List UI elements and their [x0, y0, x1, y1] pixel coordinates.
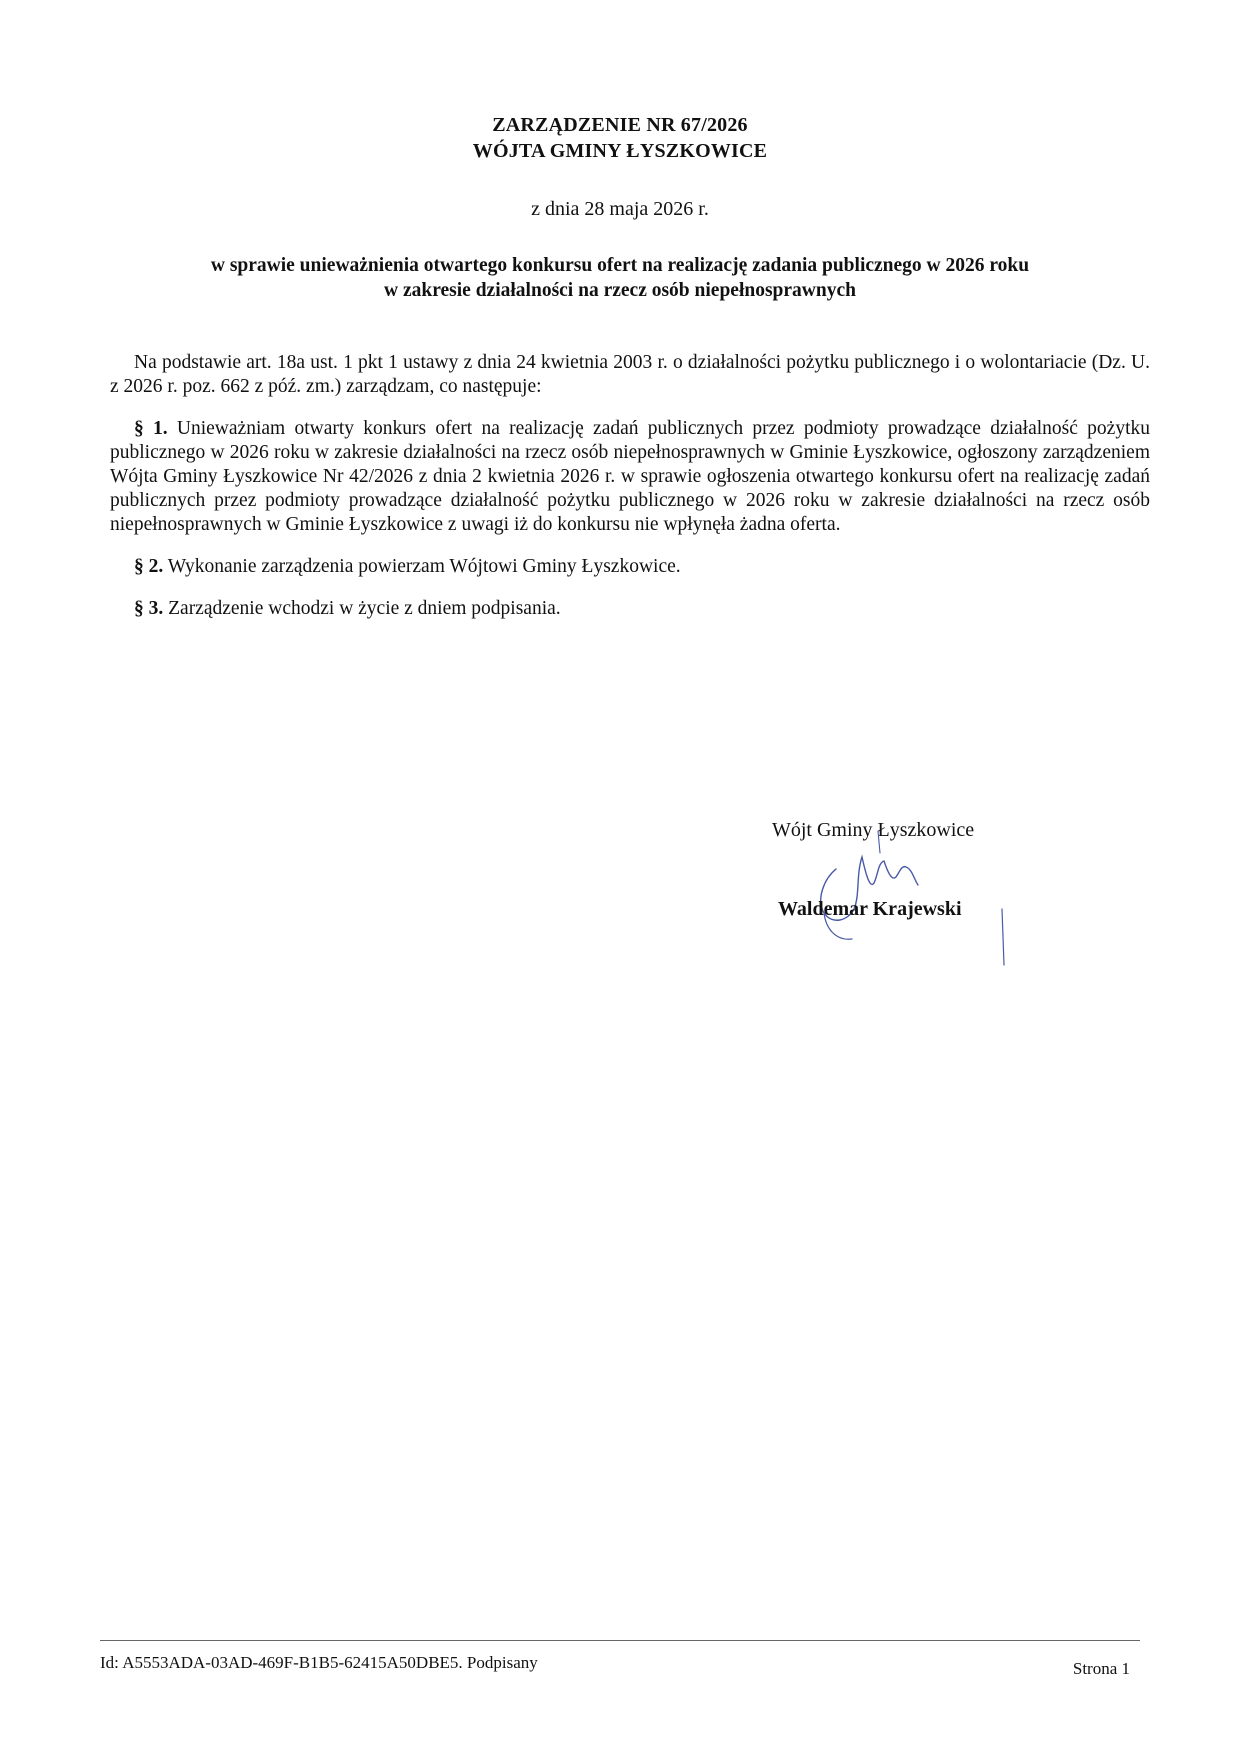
paragraph-2	[110, 555, 1150, 579]
document-subject	[130, 253, 1110, 303]
paragraph-3	[110, 597, 1150, 621]
footer-divider	[100, 1640, 1140, 1641]
title-line-1: ZARZĄDZENIE NR 67/2026	[492, 114, 748, 136]
signature-role: Wójt Gminy Łyszkowice	[772, 819, 975, 841]
paragraph-3-text: Zarządzenie wchodzi w życie z dniem podpisania.	[168, 598, 561, 619]
document-body	[110, 351, 1150, 621]
preamble: Na podstawie art. 18a ust. 1 pkt 1 ustawy z dnia 24 kwietnia 2003 r. o działalności pożytku publicznego i o wolontariacie (Dz. U. z 2026 r. poz. 662 z póź. zm.) zarządzam, co następuje:	[110, 352, 1150, 397]
footer-page-number: Strona 1	[1072, 1659, 1130, 1678]
subject-line-2: w zakresie działalności na rzecz osób niepełnosprawnych	[384, 280, 856, 301]
paragraph-2-text: Wykonanie zarządzenia powierzam Wójtowi Gminy Łyszkowice.	[167, 556, 681, 577]
paragraph-1-label: § 1.	[134, 418, 168, 439]
footer-document-id: Id: A5553ADA-03AD-469F-B1B5-62415A50DBE5. Podpisany	[100, 1653, 538, 1672]
signature-name: Waldemar Krajewski	[778, 898, 962, 920]
document-date: z dnia 28 maja 2026 r.	[531, 198, 709, 220]
paragraph-2-label: § 2.	[134, 556, 164, 577]
paragraph-1-text: Unieważniam otwarty konkurs ofert na realizację zadań publicznych przez podmioty prowadzące działalność pożytku publicznego w 2026 roku w zakresie działalności na rzecz osób niepełnosprawnych w Gminie Łyszkowice, ogłoszony zarządzeniem Wójta Gminy Łyszkowice Nr 42/2026 z dnia 2 kwietnia 2026 r. w sprawie ogłoszenia otwartego konkursu ofert na realizację zadań publicznych przez podmioty prowadzące działalność pożytku publicznego w 2026 roku w zakresie działalności na rzecz osób niepełnosprawnych w Gminie Łyszkowice z uwagi iż do konkursu nie wpłynęła żadna oferta.	[110, 418, 1150, 535]
document-title	[0, 112, 1240, 164]
signature-block	[766, 817, 1026, 977]
paragraph-3-label: § 3.	[134, 598, 164, 619]
paragraph-1	[110, 417, 1150, 537]
title-line-2: WÓJTA GMINY ŁYSZKOWICE	[472, 140, 768, 162]
subject-line-1: w sprawie unieważnienia otwartego konkursu ofert na realizację zadania publicznego w 2026 roku	[210, 255, 1030, 276]
